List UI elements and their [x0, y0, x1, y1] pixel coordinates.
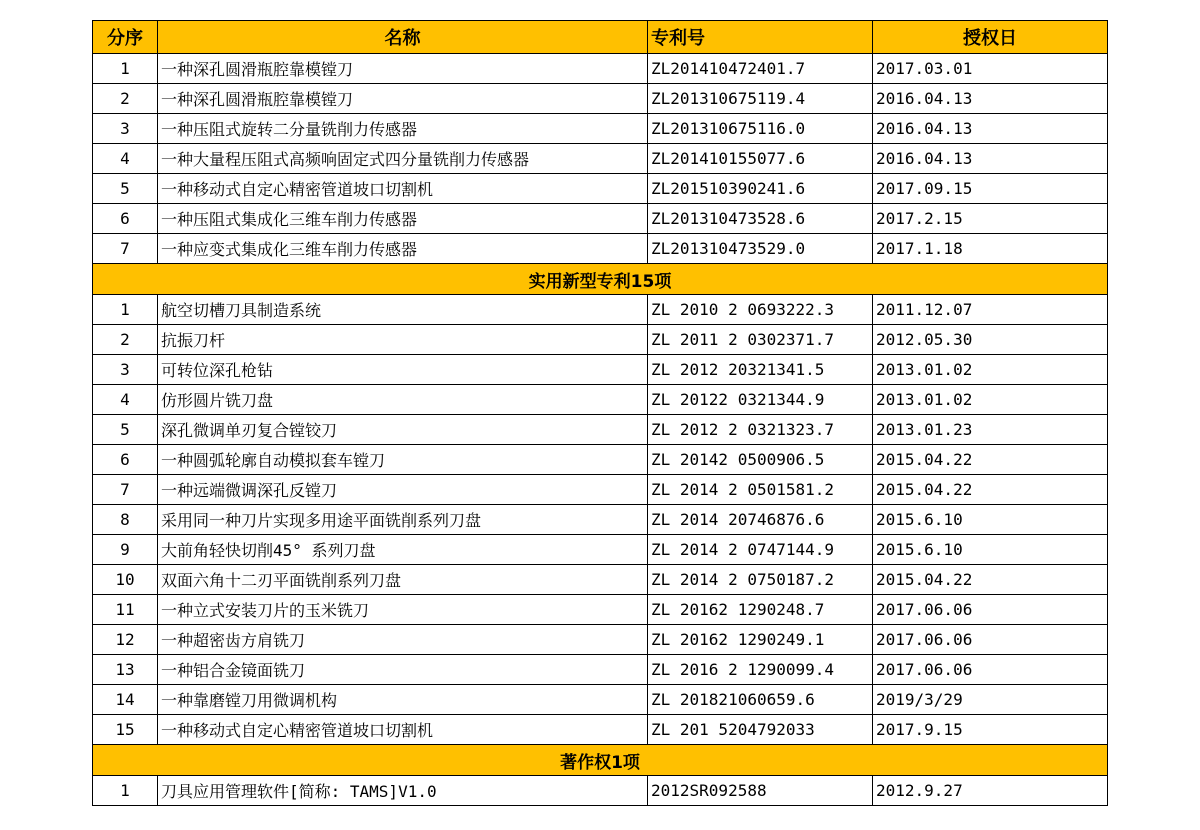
cell-name: 航空切槽刀具制造系统: [158, 295, 648, 325]
table-row: [93, 355, 1108, 385]
header-name: 名称: [158, 21, 648, 54]
patent-table: [92, 20, 1108, 806]
cell-grant-date: 2015.04.22: [873, 475, 1108, 505]
cell-seq: 2: [93, 84, 158, 114]
cell-patent-no: ZL 2014 20746876.6: [648, 505, 873, 535]
cell-seq: 1: [93, 54, 158, 84]
cell-patent-no: ZL201310675116.0: [648, 114, 873, 144]
cell-name: 一种深孔圆滑瓶腔靠模镗刀: [158, 54, 648, 84]
table-row: [93, 325, 1108, 355]
cell-grant-date: 2015.6.10: [873, 505, 1108, 535]
cell-name: 一种应变式集成化三维车削力传感器: [158, 234, 648, 264]
cell-seq: 8: [93, 505, 158, 535]
cell-name: 一种深孔圆滑瓶腔靠模镗刀: [158, 84, 648, 114]
cell-name: 一种压阻式旋转二分量铣削力传感器: [158, 114, 648, 144]
cell-seq: 12: [93, 625, 158, 655]
table-row: [93, 625, 1108, 655]
cell-seq: 4: [93, 385, 158, 415]
table-row: [93, 415, 1108, 445]
table-row: [93, 445, 1108, 475]
table-row: [93, 144, 1108, 174]
cell-name: 一种移动式自定心精密管道坡口切割机: [158, 174, 648, 204]
table-body: [93, 54, 1108, 806]
cell-grant-date: 2012.9.27: [873, 776, 1108, 806]
cell-patent-no: ZL 2010 2 0693222.3: [648, 295, 873, 325]
cell-seq: 4: [93, 144, 158, 174]
cell-grant-date: 2013.01.02: [873, 355, 1108, 385]
header-grant-date: 授权日: [873, 21, 1108, 54]
cell-name: 双面六角十二刃平面铣削系列刀盘: [158, 565, 648, 595]
cell-name: 一种立式安装刀片的玉米铣刀: [158, 595, 648, 625]
cell-name: 采用同一种刀片实现多用途平面铣削系列刀盘: [158, 505, 648, 535]
cell-grant-date: 2015.04.22: [873, 445, 1108, 475]
cell-name: 一种移动式自定心精密管道坡口切割机: [158, 715, 648, 745]
cell-grant-date: 2017.06.06: [873, 655, 1108, 685]
cell-name: 可转位深孔枪钻: [158, 355, 648, 385]
cell-seq: 14: [93, 685, 158, 715]
cell-seq: 7: [93, 234, 158, 264]
cell-patent-no: 2012SR092588: [648, 776, 873, 806]
cell-name: 抗振刀杆: [158, 325, 648, 355]
cell-patent-no: ZL 2014 2 0747144.9: [648, 535, 873, 565]
cell-name: 一种压阻式集成化三维车削力传感器: [158, 204, 648, 234]
header-seq: 分序: [93, 21, 158, 54]
table-row: [93, 535, 1108, 565]
cell-seq: 6: [93, 204, 158, 234]
cell-patent-no: ZL201310473528.6: [648, 204, 873, 234]
cell-seq: 9: [93, 535, 158, 565]
cell-seq: 10: [93, 565, 158, 595]
cell-patent-no: ZL 201821060659.6: [648, 685, 873, 715]
cell-name: 一种超密齿方肩铣刀: [158, 625, 648, 655]
cell-patent-no: ZL 2012 20321341.5: [648, 355, 873, 385]
table-row: [93, 114, 1108, 144]
cell-grant-date: 2017.09.15: [873, 174, 1108, 204]
table-row: [93, 385, 1108, 415]
cell-grant-date: 2016.04.13: [873, 84, 1108, 114]
table-row: [93, 776, 1108, 806]
section-title: 实用新型专利15项: [93, 264, 1108, 295]
cell-name: 一种靠磨镗刀用微调机构: [158, 685, 648, 715]
cell-grant-date: 2016.04.13: [873, 144, 1108, 174]
cell-patent-no: ZL 2014 2 0501581.2: [648, 475, 873, 505]
cell-grant-date: 2015.04.22: [873, 565, 1108, 595]
table-row: [93, 475, 1108, 505]
table-row: [93, 655, 1108, 685]
cell-patent-no: ZL 2016 2 1290099.4: [648, 655, 873, 685]
cell-grant-date: 2015.6.10: [873, 535, 1108, 565]
cell-name: 深孔微调单刃复合镗铰刀: [158, 415, 648, 445]
cell-grant-date: 2016.04.13: [873, 114, 1108, 144]
table-row: [93, 505, 1108, 535]
cell-seq: 6: [93, 445, 158, 475]
header-patent-no: 专利号: [648, 21, 873, 54]
cell-seq: 13: [93, 655, 158, 685]
cell-patent-no: ZL201310675119.4: [648, 84, 873, 114]
section-header-row: [93, 745, 1108, 776]
cell-seq: 1: [93, 295, 158, 325]
table-row: [93, 295, 1108, 325]
cell-seq: 15: [93, 715, 158, 745]
table-row: [93, 54, 1108, 84]
cell-grant-date: 2017.2.15: [873, 204, 1108, 234]
cell-name: 一种圆弧轮廓自动模拟套车镗刀: [158, 445, 648, 475]
cell-grant-date: 2019/3/29: [873, 685, 1108, 715]
cell-grant-date: 2017.9.15: [873, 715, 1108, 745]
cell-seq: 5: [93, 415, 158, 445]
cell-patent-no: ZL 2014 2 0750187.2: [648, 565, 873, 595]
cell-seq: 3: [93, 355, 158, 385]
cell-patent-no: ZL 20162 1290248.7: [648, 595, 873, 625]
cell-grant-date: 2017.06.06: [873, 625, 1108, 655]
table-row: [93, 685, 1108, 715]
cell-grant-date: 2012.05.30: [873, 325, 1108, 355]
table-row: [93, 84, 1108, 114]
cell-patent-no: ZL 201 5204792033: [648, 715, 873, 745]
cell-name: 一种铝合金镜面铣刀: [158, 655, 648, 685]
cell-grant-date: 2017.03.01: [873, 54, 1108, 84]
cell-grant-date: 2013.01.23: [873, 415, 1108, 445]
cell-seq: 5: [93, 174, 158, 204]
cell-name: 刀具应用管理软件[简称: TAMS]V1.0: [158, 776, 648, 806]
cell-grant-date: 2013.01.02: [873, 385, 1108, 415]
cell-seq: 1: [93, 776, 158, 806]
cell-patent-no: ZL 20122 0321344.9: [648, 385, 873, 415]
cell-seq: 7: [93, 475, 158, 505]
cell-patent-no: ZL 20142 0500906.5: [648, 445, 873, 475]
table-row: [93, 565, 1108, 595]
table-row: [93, 715, 1108, 745]
cell-grant-date: 2017.1.18: [873, 234, 1108, 264]
cell-name: 大前角轻快切削45° 系列刀盘: [158, 535, 648, 565]
cell-patent-no: ZL201310473529.0: [648, 234, 873, 264]
table-row: [93, 174, 1108, 204]
section-title: 著作权1项: [93, 745, 1108, 776]
cell-grant-date: 2017.06.06: [873, 595, 1108, 625]
cell-patent-no: ZL 20162 1290249.1: [648, 625, 873, 655]
cell-patent-no: ZL201410472401.7: [648, 54, 873, 84]
cell-name: 仿形圆片铣刀盘: [158, 385, 648, 415]
cell-patent-no: ZL 2012 2 0321323.7: [648, 415, 873, 445]
cell-patent-no: ZL 2011 2 0302371.7: [648, 325, 873, 355]
section-header-row: [93, 264, 1108, 295]
table-row: [93, 234, 1108, 264]
cell-seq: 3: [93, 114, 158, 144]
cell-name: 一种大量程压阻式高频响固定式四分量铣削力传感器: [158, 144, 648, 174]
cell-patent-no: ZL201510390241.6: [648, 174, 873, 204]
table-row: [93, 204, 1108, 234]
cell-grant-date: 2011.12.07: [873, 295, 1108, 325]
cell-seq: 2: [93, 325, 158, 355]
cell-seq: 11: [93, 595, 158, 625]
cell-patent-no: ZL201410155077.6: [648, 144, 873, 174]
table-row: [93, 595, 1108, 625]
header-row: [93, 21, 1108, 54]
cell-name: 一种远端微调深孔反镗刀: [158, 475, 648, 505]
